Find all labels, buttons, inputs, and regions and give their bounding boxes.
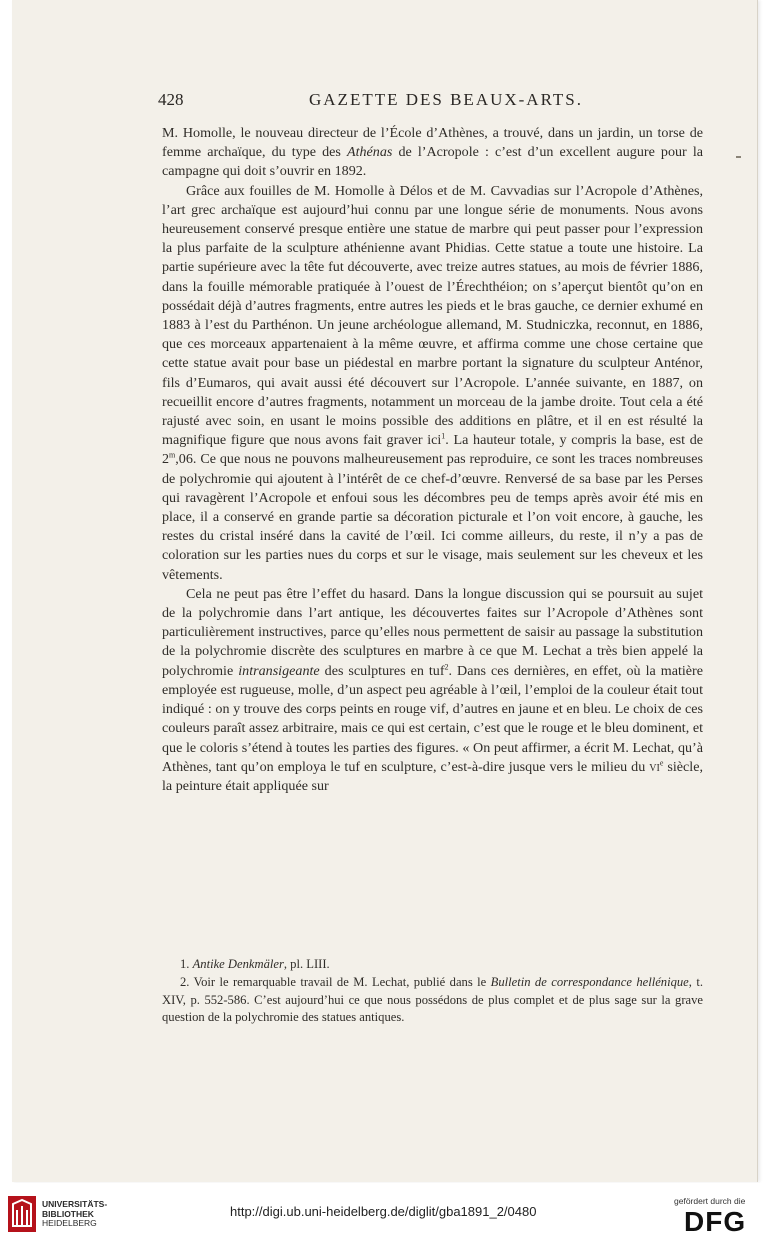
- running-title: GAZETTE DES BEAUX-ARTS.: [309, 90, 583, 109]
- library-logo-icon: [8, 1196, 36, 1232]
- century-numeral: vi: [649, 758, 660, 775]
- dfg-caption: gefördert durch die: [674, 1196, 746, 1206]
- footnote-1: 1. Antike Denkmäler, pl. LIII.: [180, 957, 330, 971]
- italic-term: Athénas: [346, 144, 393, 161]
- paragraph-2: Grâce aux fouilles de M. Homolle à Délos et de M. Cavvadias sur l’Acropole d’Athènes, l’art grec archaïque est aujourd’hui connu par une longue série de monuments. Nous avons heureusement conservé presque entière une statue de marbre qui peut passer pour l’expression la plus parfaite de la sculpture athénienne avant Phidias. Cette statue a toute une histoire. La partie supérieure avec la tête fut découverte, avec treize autres statues, au mois de février 1886, dans la fouille mémorable pratiquée à l’ouest de l’Érechthéion; on s’aperçut bientôt qu’on en possédait déjà d’autres fragments, entre autres les pieds et le bras gauche, ce dernier exhumé en 1883 à l’est du Parthénon. Un jeune archéologue allemand, M. Studniczka, reconnut, en 1886, que ces morceaux appartenaient à la même œuvre, et affirma comme une chose certaine que cette statue avait pour base un piédestal en marbre portant la signature du sculpteur Anténor, fils d’Eumaros, qui avait aussi été découvert sur l’Acropole. L’année suivante, en 1887, on recueillit encore d’autres fragments, notamment un morceau de la jambe droite. Tout cela a été rajusté avec soin, en usant le moins possible des additions en plâtre, et il en est résulté la magnifique figure que nous avons fait graver ici$^1$. La hauteur totale, y compris la base, est de 2$^m$,06. Ce que nous ne pouvons malheureusement pas reproduire, ce sont les traces nombreuses de polychromie qui ajoutent à l’intérêt de ce chef-d’œuvre. Renversé de sa base par les Perses qui ravagèrent l’Acropole et enfoui sous les décombres peu de temps après avoir été mis en place, il a conservé en grande partie sa décoration picturale et l’on voit encore, à gauche, les restes du cristal inséré dans la cavité de l’œil. Ici comme ailleurs, du reste, il n’y a pas de coloration sur les parties nues du corps et sur le visage, mais seulement sur les cheveux et les vêtements.: [162, 182, 704, 583]
- paragraph-3: Cela ne peut pas être l’effet du hasard. Dans la longue discussion qui se poursuit au sujet de la polychromie dans l’art antique, les découvertes faites sur l’Acropole d’Athènes sont particulièrement instructives, parce qu’elles nous permettent de saisir au passage la substitution de la polychromie discrète des sculptures en marbre à ce que M. Lechat a très bien appelé la polychromie intransigeante des sculptures en tuf$^2$. Dans ces dernières, en effet, où la matière employée est rugueuse, molle, d’un aspect peu agréable à l’œil, l’emploi de la couleur était tout indiqué : on y trouve des corps peints en rouge vif, d’autres en jaune et en bleu. Le choix de ces couleurs paraît assez arbitraire, mais ce qui est certain, c’est que le rouge et le bleu dominent, et que le coloris s’étend à toutes les parties des figures. « On peut affirmer, a écrit M. Lechat, qu’à Athènes, tant qu’on employa le tuf en sculpture, c’est-à-dire jusque vers le milieu du $vi^e$ siècle, la peinture était appliquée sur: [162, 585, 703, 794]
- footnote-ref-2: 2: [444, 662, 449, 671]
- footnote-ref-1: 1: [441, 431, 446, 441]
- library-logo-text: UNIVERSITÄTS- BIBLIOTHEK HEIDELBERG: [42, 1199, 108, 1228]
- footnotes: [162, 956, 703, 1027]
- permalink-url[interactable]: http://digi.ub.uni-heidelberg.de/diglit/gba1891_2/0480: [230, 1204, 537, 1219]
- article-body: [162, 124, 703, 796]
- page-header: [158, 90, 704, 114]
- italic-term: intransigeante: [238, 662, 320, 679]
- unit-superscript: m: [169, 450, 176, 460]
- footnote-2: 2. Voir le remarquable travail de M. Lechat, publié dans le Bulletin de correspondance hellénique, t. XIV, p. 552-586. C’est aujourd’hui ce que nous possédons de plus complet et de plus sage sur la grave question de la polychromie des statues antiques.: [162, 974, 703, 1025]
- page-number: 428: [158, 90, 184, 109]
- dfg-logo[interactable]: DFG: [684, 1206, 747, 1237]
- paragraph-1: M. Homolle, le nouveau directeur de l’École d’Athènes, a trouvé, dans un jardin, un torse de femme archaïque, du type des Athénas de l’Acropole : c’est d’un excellent augure pour la campagne qui doit s’ouvrir en 1892.: [162, 125, 703, 180]
- university-library-logo[interactable]: [8, 1196, 168, 1232]
- margin-mark: [736, 156, 741, 158]
- century-superscript: e: [659, 758, 664, 768]
